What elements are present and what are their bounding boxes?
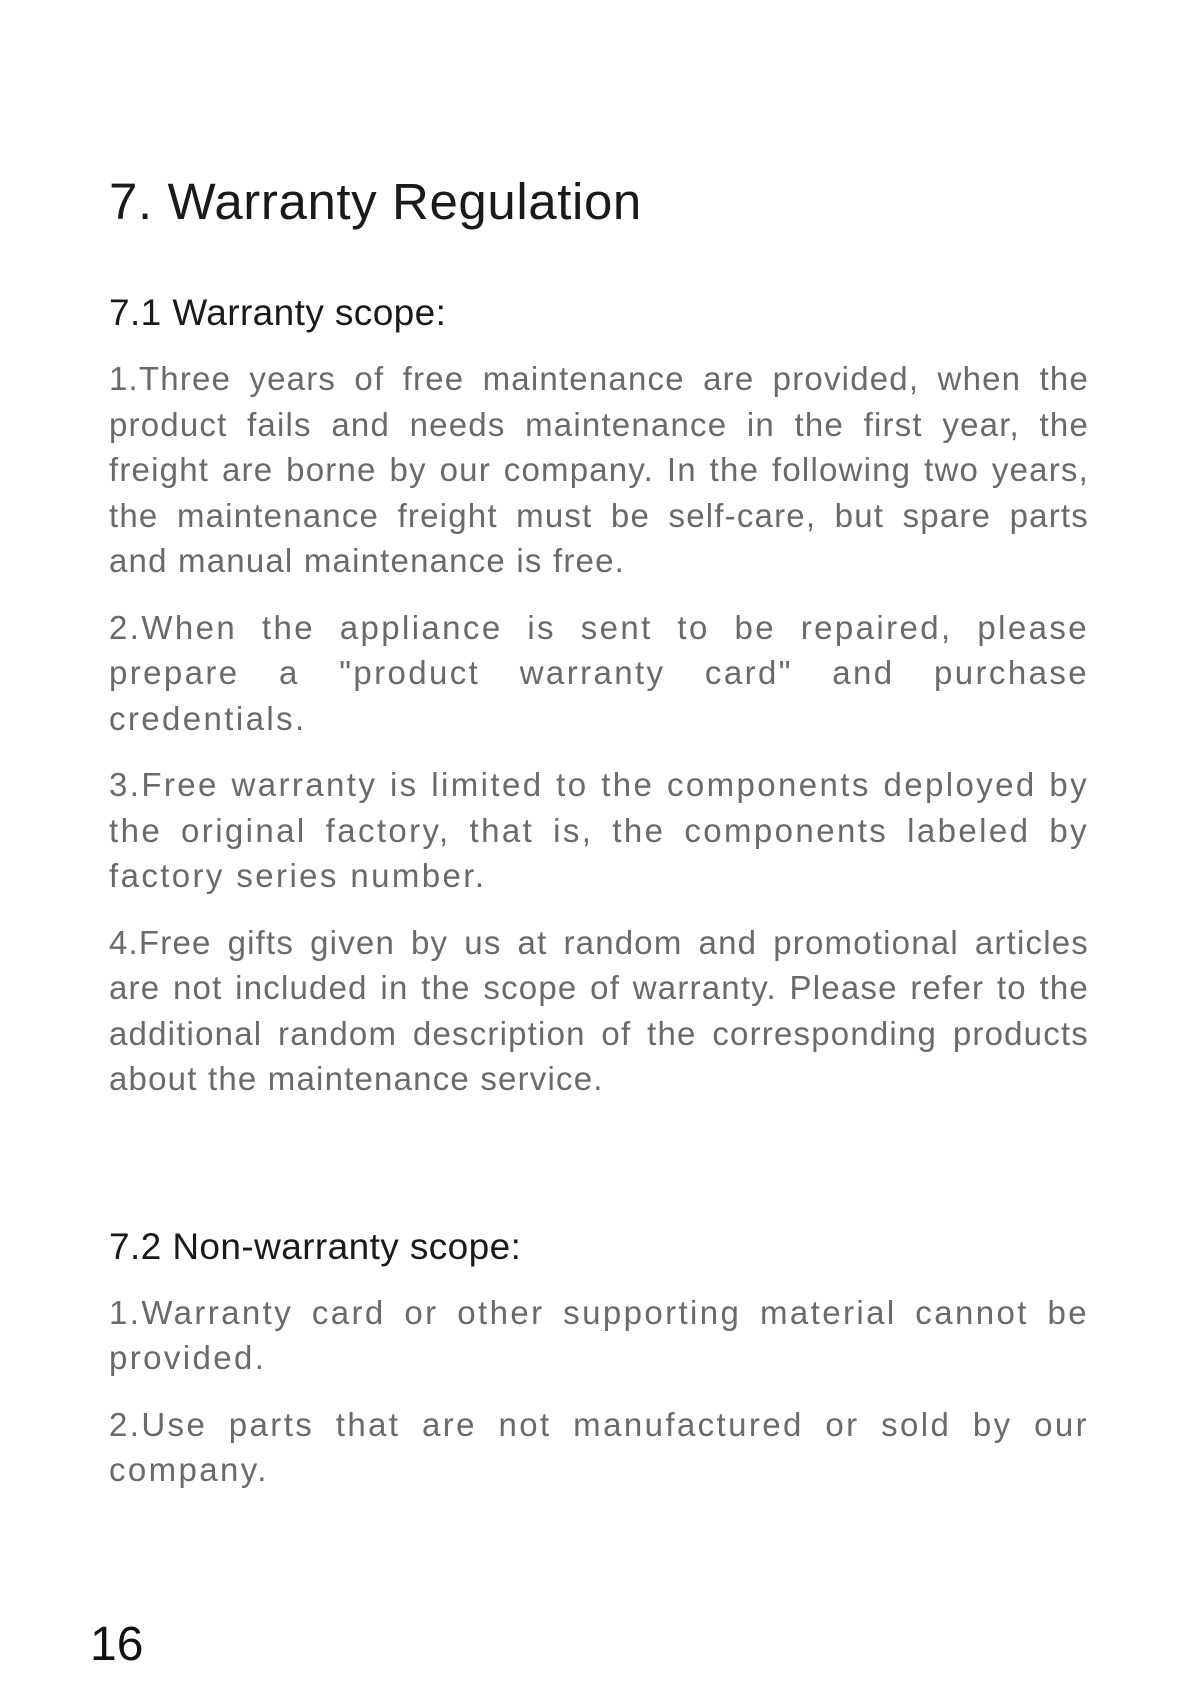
warranty-scope-item-2: 2.When the appliance is sent to be repaired, please prepare a "product warranty card" and purchase credentials. — [109, 608, 1089, 737]
page-title: 7. Warranty Regulation — [109, 173, 642, 230]
page-content — [109, 168, 1089, 1493]
section-heading-non-warranty-scope: 7.2 Non-warranty scope: — [109, 1225, 522, 1267]
warranty-scope-item-3: 3.Free warranty is limited to the components deployed by the original factory, that is, the components labeled by factory series number. — [109, 766, 1089, 894]
non-warranty-scope-item-2: 2.Use parts that are not manufactured or sold by our company. — [109, 1405, 1089, 1488]
warranty-scope-section — [109, 290, 1089, 1102]
page-number: 16 — [90, 1618, 144, 1671]
non-warranty-scope-item-1: 1.Warranty card or other supporting material cannot be provided. — [109, 1293, 1089, 1376]
warranty-scope-item-1: 1.Three years of free maintenance are provided, when the product fails and needs maintenance in the first year, the freight are borne by our company. In the following two years, the maintenance freight must be self-care, but spare parts and manual maintenance is free. — [109, 360, 1089, 579]
section-heading-warranty-scope: 7.1 Warranty scope: — [109, 292, 447, 333]
non-warranty-scope-section — [109, 1224, 1089, 1493]
warranty-scope-item-4: 4.Free gifts given by us at random and promotional articles are not included in the scope of warranty. Please refer to the additional random description of the corresponding products about the maintenance service. — [109, 923, 1089, 1097]
